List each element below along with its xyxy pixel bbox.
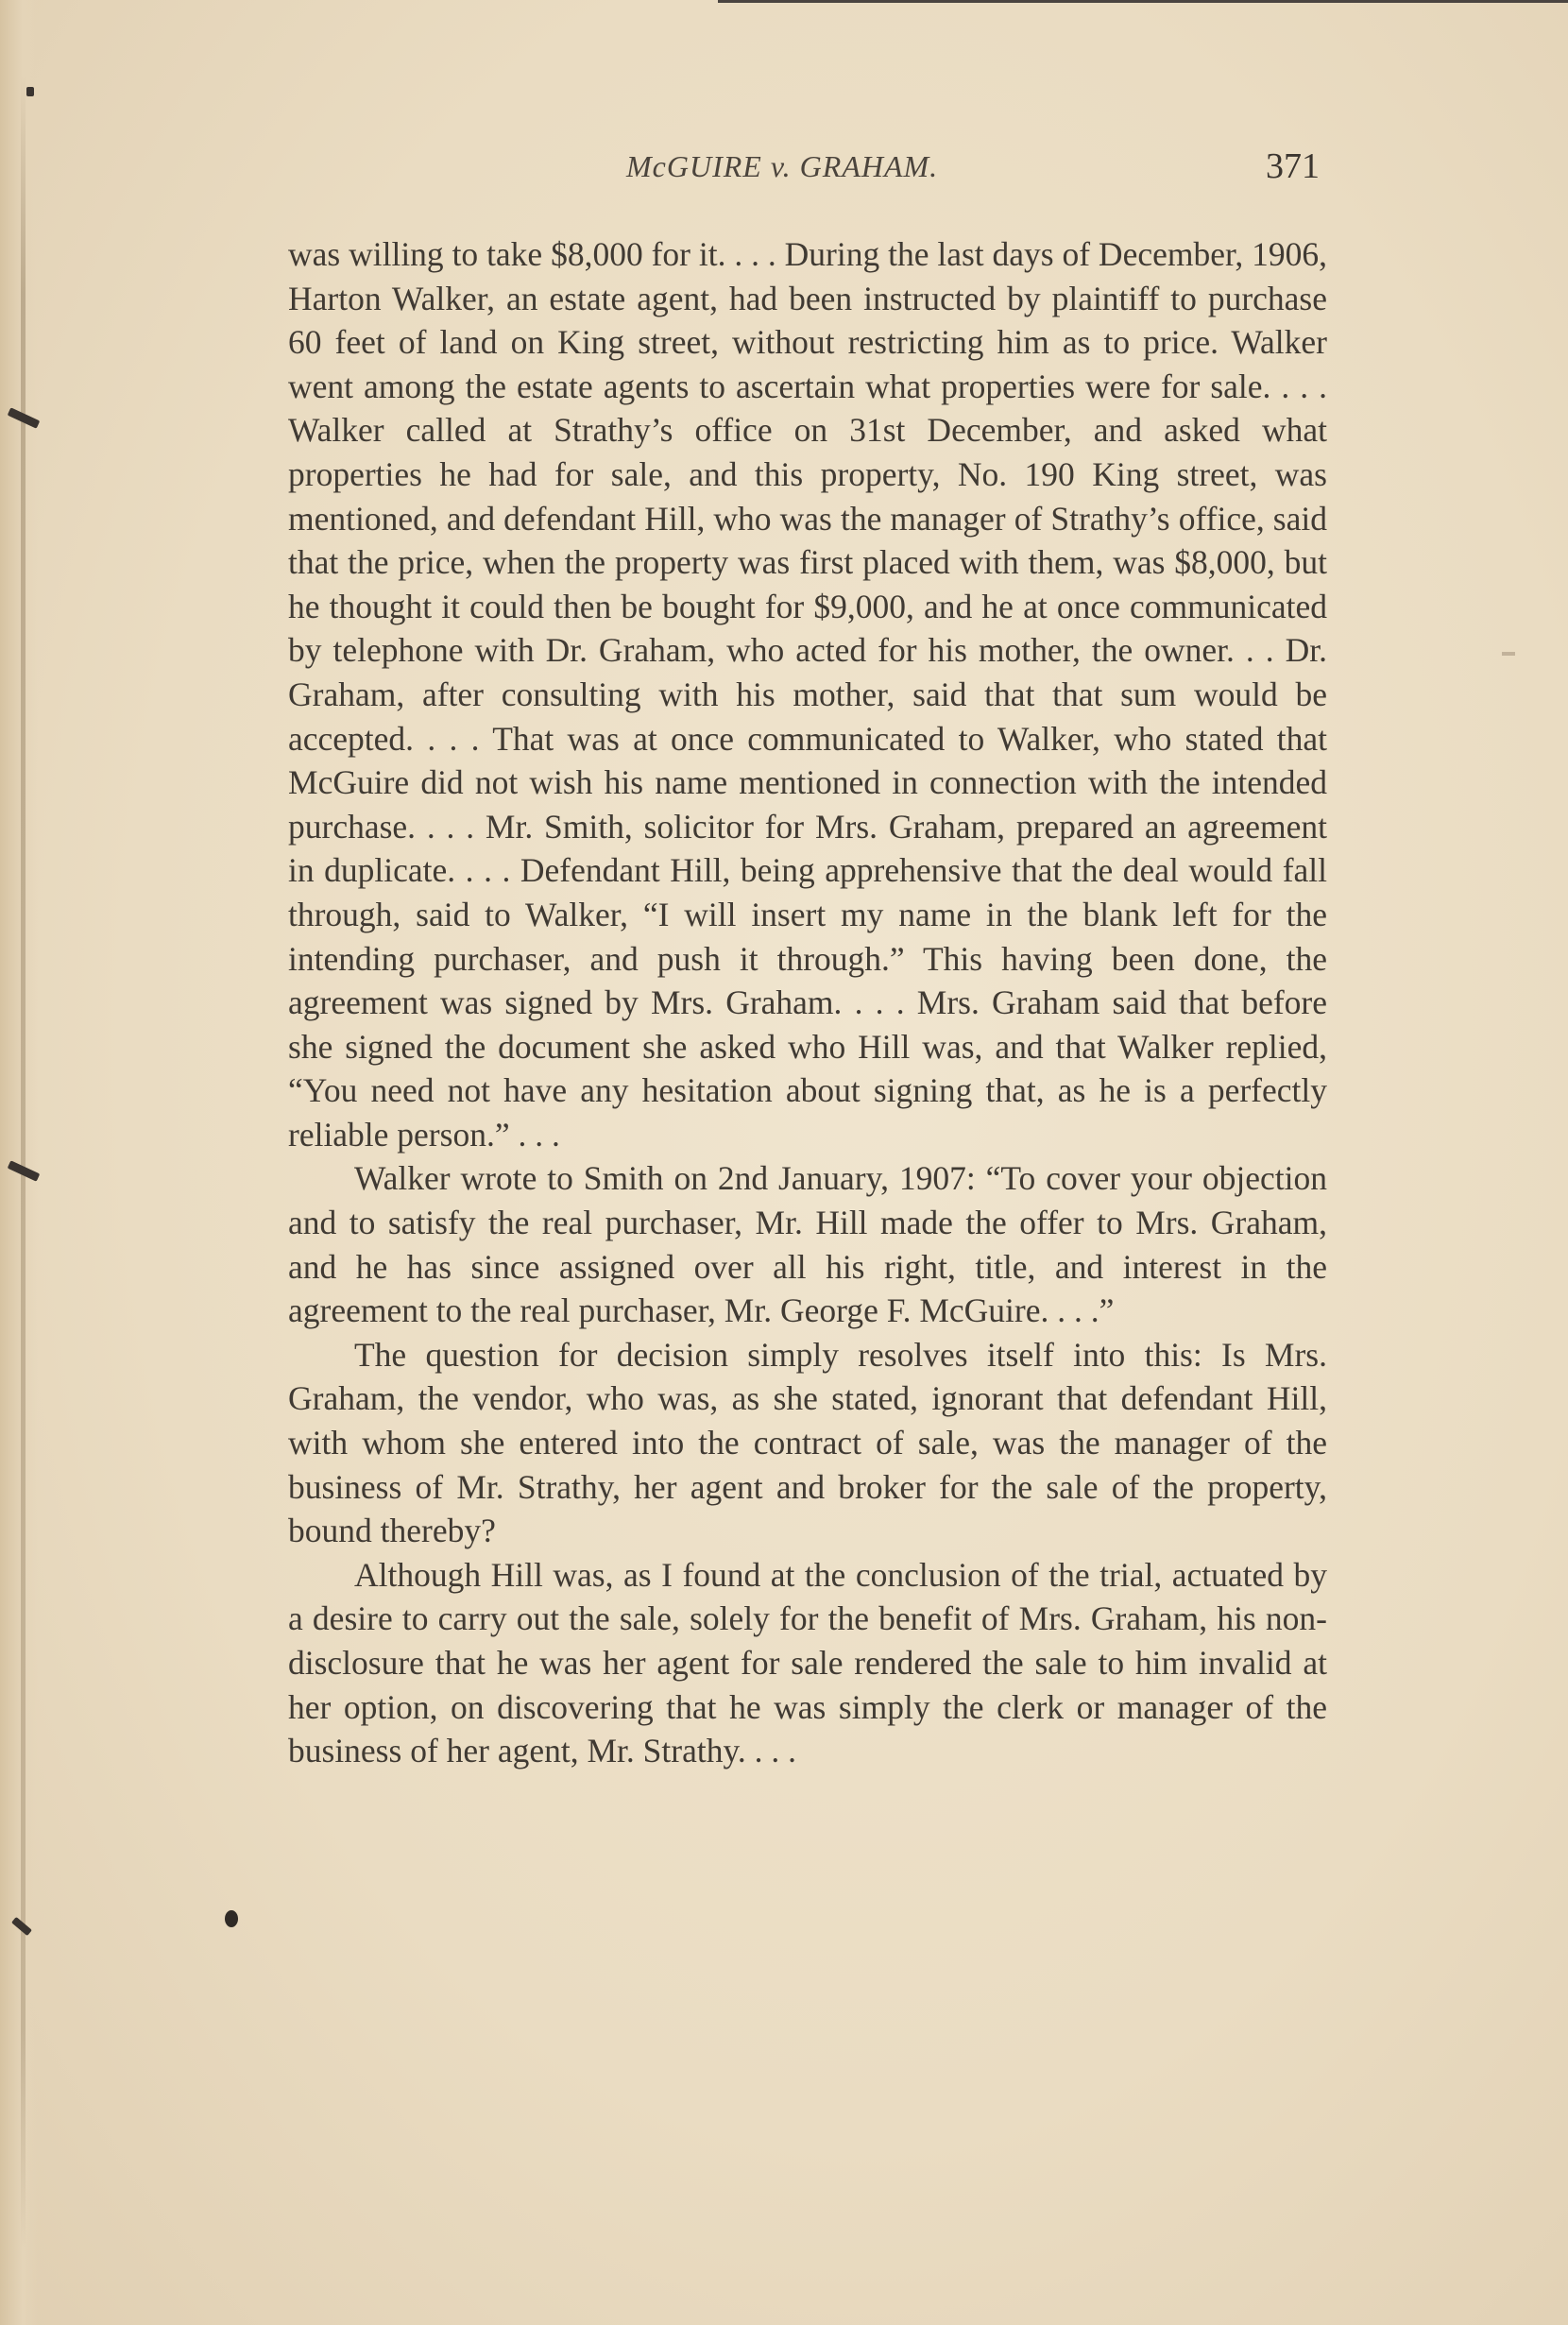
ink-stain xyxy=(1502,652,1515,656)
paragraph: Walker wrote to Smith on 2nd January, 1907: “To cover your objection and to satisfy the real purchaser, Mr. Hill made the offer to Mrs. Graham, and he has since assigned over all his right, title, and interest in the agreement to the real purchaser, Mr. George F. McGuire. . . .” xyxy=(288,1159,1327,1330)
page-left-edge-shadow xyxy=(0,0,38,2325)
paragraph: The question for decision simply resolves itself into this: Is Mrs. Graham, the vendor, who was, as she stated, ignorant that defendant Hill, with whom she entered into the contract of sale, was the manager of the business of Mr. Strathy, her agent and broker for the sale of the property, bound thereby? xyxy=(288,1335,1327,1550)
running-head: McGUIRE v. GRAHAM. xyxy=(626,149,939,183)
top-edge-rule xyxy=(718,0,1568,3)
paragraph: Although Hill was, as I found at the conclusion of the trial, actuated by a desire to carry out the sale, solely for the benefit of Mrs. Graham, his non-disclosure that he was her agent for sale rendered the sale to him invalid at her option, on discovering that he was simply the clerk or manager of the business of her agent, Mr. Strathy. . . . xyxy=(288,1555,1327,1770)
paragraph: was willing to take $8,000 for it. . . . During the last days of December, 1906, Harton Walker, an estate agent, had been instructed by plaintiff to purchase 60 feet of land on King street, without restricting him as to price. Walker went among the estate agents to ascertain what properties were for sale. . . . Walker called at Strathy’s office on 31st December, and asked what properties he had for sale, and this property, No. 190 King street, was mentioned, and defendant Hill, who was the manager of Strathy’s office, said that the price, when the property was first placed with them, was $8,000, but he thought it could then be bought for $9,000, and he at once communicated by telephone with Dr. Graham, who acted for his mother, the owner. . . Dr. Graham, after consulting with his mother, said that that sum would be accepted. . . . That was at once communicated to Walker, who stated that McGuire did not wish his name mentioned in connection with the intended purchase. . . . Mr. Smith, solicitor for Mrs. Graham, prepared an agreement in duplicate. . . . Defendant Hill, being apprehensive that the deal would fall through, said to Walker, “I will insert my name in the blank left for the intending purchaser, and push it through.” This having been done, the agreement was signed by Mrs. Graham. . . . Mrs. Graham said that before she signed the document she asked who Hill was, and that Walker replied, “You need not have any hesitation about signing that, as he is a perfectly reliable person.” . . . xyxy=(288,235,1327,1154)
page-header xyxy=(0,146,1568,197)
margin-mark xyxy=(26,87,34,96)
page-number: 371 xyxy=(1266,146,1320,186)
body-text xyxy=(288,232,1327,1773)
ink-dot xyxy=(225,1910,238,1927)
